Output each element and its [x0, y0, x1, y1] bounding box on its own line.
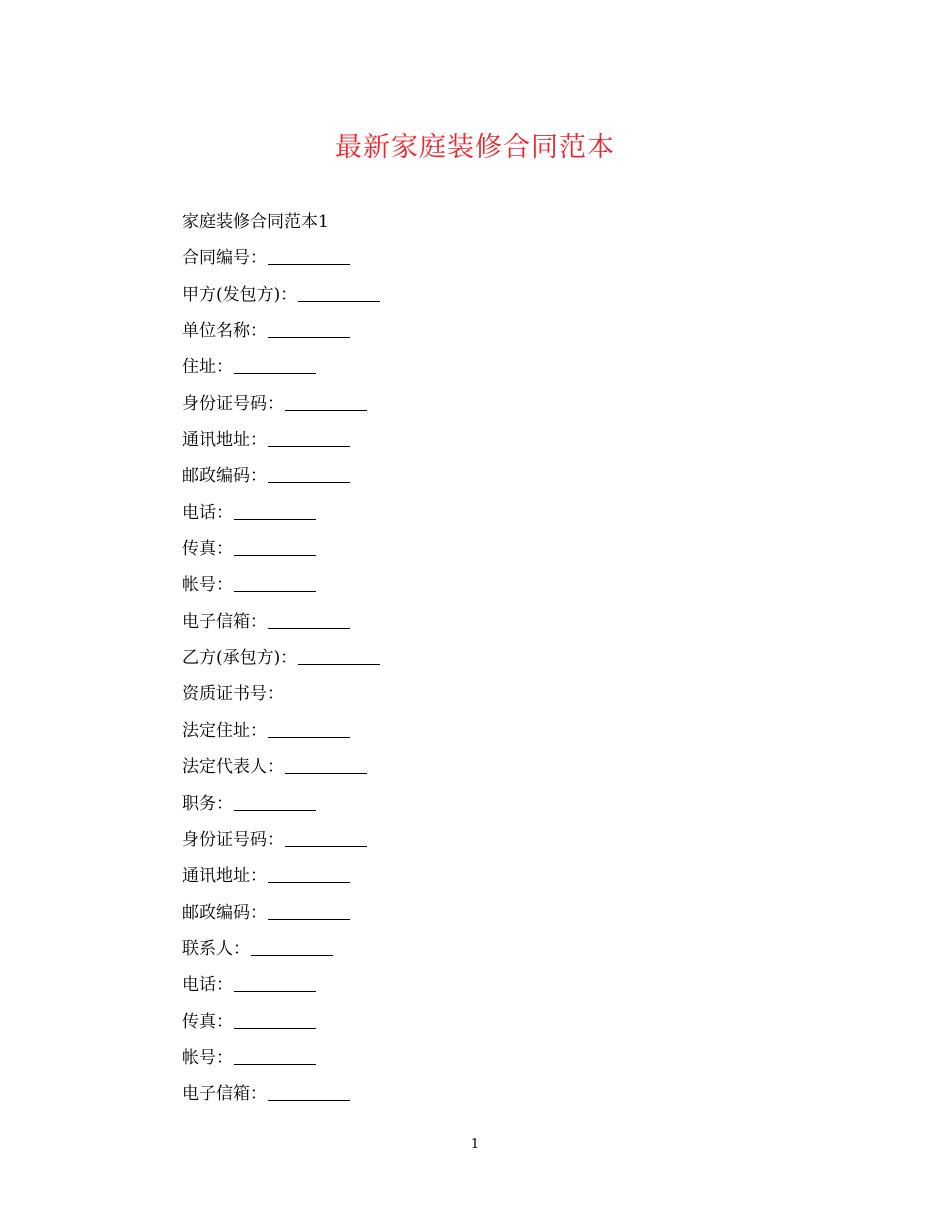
fill-in-blank	[234, 357, 316, 374]
field-label: 单位名称：	[182, 321, 267, 342]
fill-in-blank	[234, 1012, 316, 1029]
fill-in-blank	[234, 539, 316, 556]
contract-line	[182, 567, 802, 603]
field-label: 传真：	[182, 539, 233, 560]
fill-in-blank	[298, 648, 380, 665]
contract-line	[182, 895, 802, 931]
field-label: 身份证号码：	[182, 393, 284, 414]
field-label: 住址：	[182, 357, 233, 378]
contract-line	[182, 749, 802, 785]
field-label: 帐号：	[182, 575, 233, 596]
fill-in-blank	[268, 612, 350, 629]
contract-line	[182, 386, 802, 422]
field-label: 帐号：	[182, 1047, 233, 1068]
contract-line	[182, 713, 802, 749]
field-label: 家庭装修合同范本1	[182, 212, 329, 232]
field-label: 职务：	[182, 793, 233, 814]
field-label: 传真：	[182, 1011, 233, 1032]
field-label: 身份证号码：	[182, 829, 284, 850]
fill-in-blank	[234, 794, 316, 811]
contract-line	[182, 640, 802, 676]
contract-line	[182, 422, 802, 458]
fill-in-blank	[234, 1048, 316, 1065]
contract-line	[182, 1040, 802, 1076]
fill-in-blank	[268, 721, 350, 738]
field-label: 邮政编码：	[182, 902, 267, 923]
fill-in-blank	[285, 394, 367, 411]
contract-line	[182, 204, 802, 240]
contract-line	[182, 931, 802, 967]
field-label: 联系人：	[182, 938, 250, 959]
field-label: 电子信箱：	[182, 611, 267, 632]
field-label: 通讯地址：	[182, 866, 267, 887]
contract-line	[182, 786, 802, 822]
contract-field-list	[182, 204, 802, 1113]
document-title: 最新家庭装修合同范本	[335, 132, 615, 163]
fill-in-blank	[251, 939, 333, 956]
field-label: 电话：	[182, 975, 233, 996]
contract-line	[182, 676, 802, 712]
page-number: 1	[470, 1137, 480, 1152]
fill-in-blank	[298, 285, 380, 302]
field-label: 电话：	[182, 502, 233, 523]
field-label: 乙方(承包方)：	[182, 648, 298, 669]
fill-in-blank	[234, 575, 316, 592]
field-label: 通讯地址：	[182, 430, 267, 451]
contract-line	[182, 1076, 802, 1112]
contract-line	[182, 458, 802, 494]
contract-line	[182, 967, 802, 1003]
field-label: 法定代表人：	[182, 757, 284, 778]
fill-in-blank	[285, 757, 367, 774]
field-label: 法定住址：	[182, 720, 267, 741]
fill-in-blank	[268, 903, 350, 920]
fill-in-blank	[234, 975, 316, 992]
fill-in-blank	[268, 321, 350, 338]
fill-in-blank	[268, 430, 350, 447]
field-label: 资质证书号：	[182, 684, 284, 705]
fill-in-blank	[234, 503, 316, 520]
contract-line	[182, 858, 802, 894]
contract-line	[182, 1004, 802, 1040]
field-label: 电子信箱：	[182, 1084, 267, 1105]
fill-in-blank	[268, 1084, 350, 1101]
contract-line	[182, 822, 802, 858]
fill-in-blank	[268, 866, 350, 883]
fill-in-blank	[285, 830, 367, 847]
contract-line	[182, 277, 802, 313]
fill-in-blank	[268, 466, 350, 483]
contract-line	[182, 349, 802, 385]
fill-in-blank	[268, 248, 350, 265]
contract-line	[182, 495, 802, 531]
contract-line	[182, 313, 802, 349]
field-label: 合同编号：	[182, 248, 267, 269]
field-label: 甲方(发包方)：	[182, 284, 298, 305]
contract-line	[182, 240, 802, 276]
contract-line	[182, 531, 802, 567]
contract-line	[182, 604, 802, 640]
field-label: 邮政编码：	[182, 466, 267, 487]
